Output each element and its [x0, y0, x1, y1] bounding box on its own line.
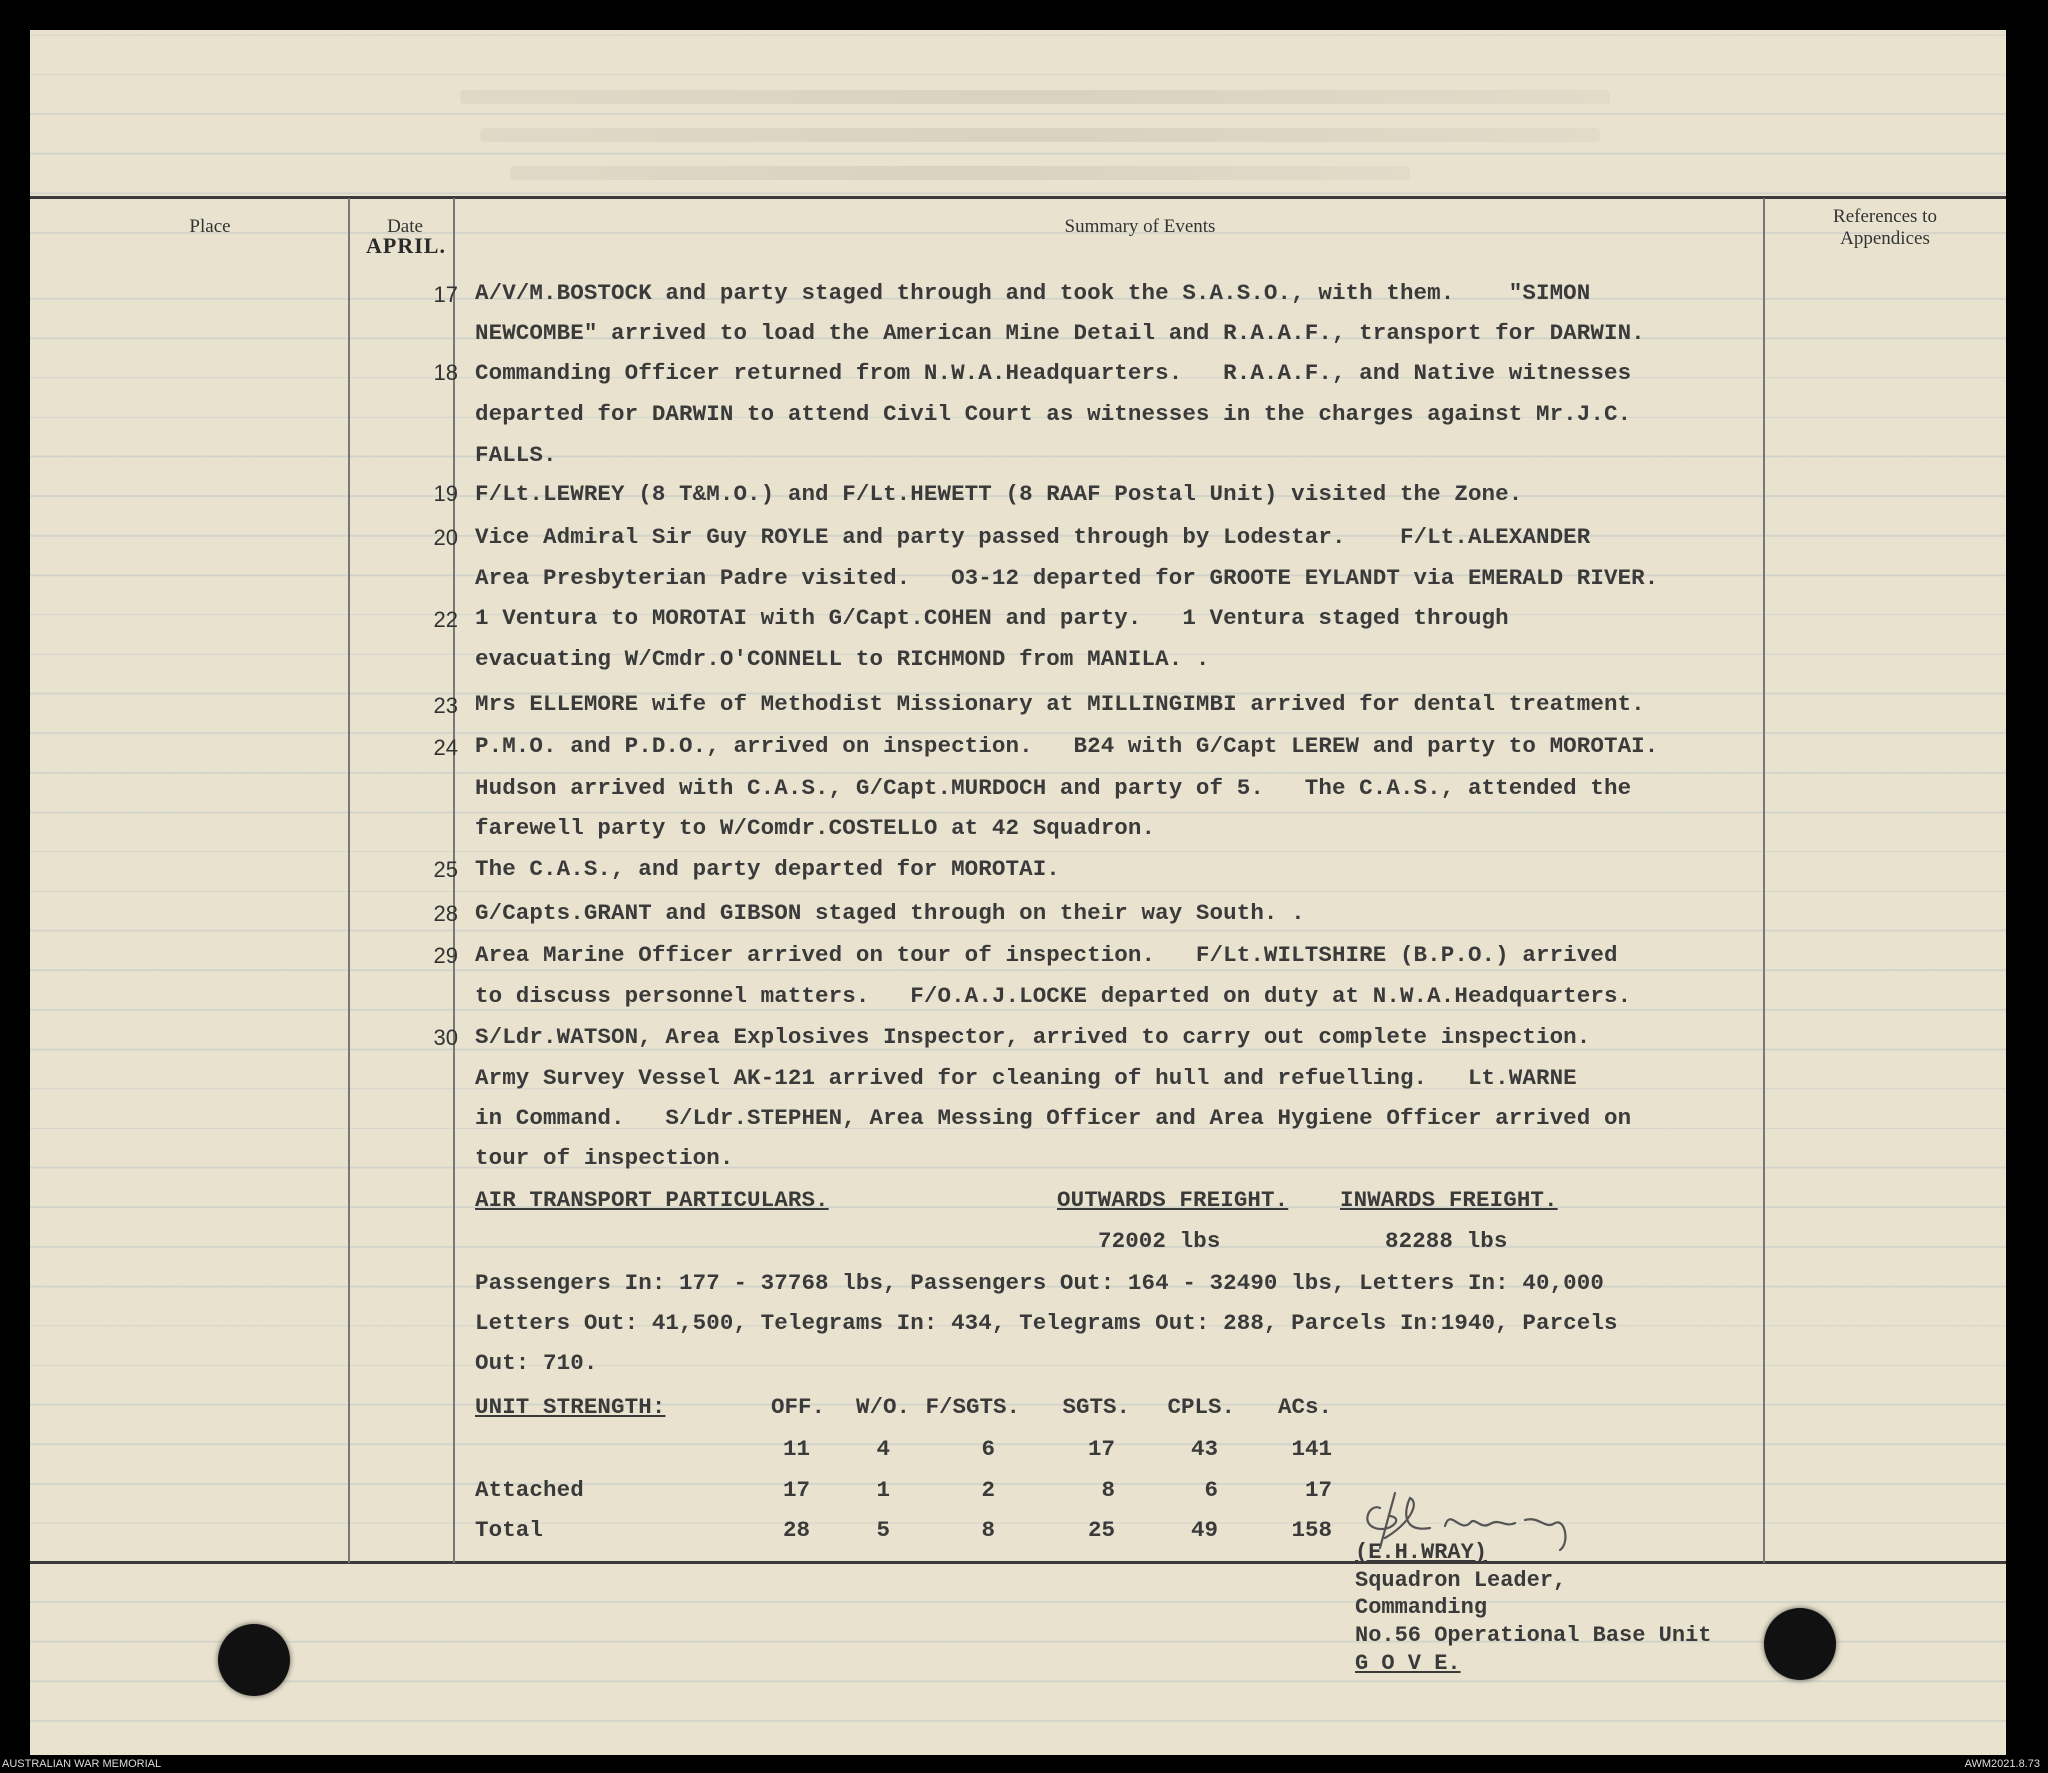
- signatory-location: G O V E.: [1355, 1651, 1461, 1676]
- transport-detail-line: Letters Out: 41,500, Telegrams In: 434, Telegrams Out: 288, Parcels In:1940, Parcels: [475, 1310, 1618, 1336]
- header-month: APRIL.: [366, 233, 446, 258]
- punch-hole-right: [1764, 1608, 1836, 1680]
- event-line: departed for DARWIN to attend Civil Court as witnesses in the charges against Mr.J.C.: [475, 401, 1632, 427]
- header-summary: Summary of Events: [1064, 216, 1216, 237]
- transport-heading: AIR TRANSPORT PARTICULARS.: [475, 1187, 829, 1213]
- strength-col-header: F/SGTS.: [925, 1394, 1020, 1420]
- footer-left: AUSTRALIAN WAR MEMORIAL: [2, 1758, 162, 1770]
- entry-date: 30: [433, 1025, 458, 1050]
- event-line: Mrs ELLEMORE wife of Methodist Missionary at MILLINGIMBI arrived for dental treatment.: [475, 691, 1645, 717]
- strength-col-header: ACs.: [1277, 1394, 1332, 1420]
- strength-heading: UNIT STRENGTH:: [475, 1394, 666, 1420]
- strength-cell: 141: [1291, 1436, 1332, 1462]
- header-references: References to Appendices: [1833, 206, 1937, 249]
- strength-cell: 17: [782, 1477, 810, 1503]
- footer-right: AWM2021.8.73: [1964, 1758, 2040, 1770]
- entry-date: 29: [433, 943, 458, 968]
- strength-cell: 17: [1087, 1436, 1115, 1462]
- strength-cell: 1: [876, 1477, 890, 1503]
- outwards-freight-label: OUTWARDS FREIGHT.: [1057, 1187, 1289, 1213]
- outwards-freight-value: 72002 lbs: [1098, 1228, 1221, 1254]
- event-line: NEWCOMBE" arrived to load the American Mine Detail and R.A.A.F., transport for DARWIN.: [475, 320, 1645, 346]
- strength-cell: 8: [1101, 1477, 1115, 1503]
- signatory-name: (E.H.WRAY): [1355, 1540, 1488, 1565]
- entry-date: 24: [433, 735, 458, 760]
- entry-date: 22: [433, 607, 458, 632]
- event-line: to discuss personnel matters. F/O.A.J.LOCKE departed on duty at N.W.A.Headquarters.: [475, 983, 1632, 1009]
- column-divider-summary: [1763, 198, 1765, 1563]
- strength-cell: 49: [1190, 1517, 1218, 1543]
- strength-cell: 4: [876, 1436, 890, 1462]
- event-line: P.M.O. and P.D.O., arrived on inspection. B24 with G/Capt LEREW and party to MOROTAI.: [475, 733, 1659, 759]
- strength-cell: 17: [1304, 1477, 1332, 1503]
- entry-date: 17: [433, 282, 458, 307]
- strength-col-header: SGTS.: [1062, 1394, 1130, 1420]
- event-line: Hudson arrived with C.A.S., G/Capt.MURDOCH and party of 5. The C.A.S., attended the: [475, 775, 1632, 801]
- strength-row-label: Total: [475, 1517, 544, 1543]
- strength-cell: 6: [981, 1436, 995, 1462]
- entry-date: 25: [433, 857, 458, 882]
- transport-detail-line: Passengers In: 177 - 37768 lbs, Passengers Out: 164 - 32490 lbs, Letters In: 40,000: [475, 1270, 1604, 1296]
- entry-date: 28: [433, 901, 458, 926]
- inwards-freight-value: 82288 lbs: [1385, 1228, 1508, 1254]
- event-line: S/Ldr.WATSON, Area Explosives Inspector, arrived to carry out complete inspection.: [475, 1024, 1591, 1050]
- faint-offset-text: [480, 128, 1600, 142]
- strength-col-header: OFF.: [770, 1394, 825, 1420]
- event-line: G/Capts.GRANT and GIBSON staged through on their way South. .: [475, 900, 1305, 926]
- document-page: [30, 30, 2006, 1755]
- event-line: Vice Admiral Sir Guy ROYLE and party passed through by Lodestar. F/Lt.ALEXANDER: [475, 524, 1591, 550]
- faint-offset-text: [510, 166, 1410, 180]
- entry-date: 19: [433, 481, 458, 506]
- event-line: tour of inspection.: [475, 1145, 734, 1171]
- signatory-unit: No.56 Operational Base Unit: [1355, 1623, 1712, 1648]
- signatory-rank: Squadron Leader,: [1355, 1568, 1567, 1593]
- strength-cell: 6: [1204, 1477, 1218, 1503]
- header-top-rule: [30, 196, 2006, 199]
- entry-date: 20: [433, 525, 458, 550]
- event-line: farewell party to W/Comdr.COSTELLO at 42 Squadron.: [475, 815, 1156, 841]
- header-date: Date: [387, 216, 423, 237]
- strength-cell: 2: [981, 1477, 995, 1503]
- strength-cell: 11: [782, 1436, 810, 1462]
- strength-cell: 28: [782, 1517, 810, 1543]
- inwards-freight-label: INWARDS FREIGHT.: [1340, 1187, 1558, 1213]
- transport-detail-line: Out: 710.: [475, 1350, 598, 1376]
- strength-col-header: CPLS.: [1167, 1394, 1235, 1420]
- punch-hole-left: [218, 1624, 290, 1696]
- event-line: Area Marine Officer arrived on tour of inspection. F/Lt.WILTSHIRE (B.P.O.) arrived: [475, 942, 1618, 968]
- strength-cell: 43: [1190, 1436, 1218, 1462]
- event-line: 1 Ventura to MOROTAI with G/Capt.COHEN and party. 1 Ventura staged through: [475, 605, 1509, 631]
- event-line: evacuating W/Cmdr.O'CONNELL to RICHMOND from MANILA. .: [475, 646, 1210, 672]
- entry-date: 23: [433, 693, 458, 718]
- entry-date: 18: [433, 360, 458, 385]
- signatory-role: Commanding: [1355, 1595, 1488, 1620]
- header-place: Place: [189, 216, 231, 237]
- strength-cell: 8: [981, 1517, 995, 1543]
- event-line: Area Presbyterian Padre visited. O3-12 departed for GROOTE EYLANDT via EMERALD RIVER.: [475, 565, 1659, 591]
- strength-cell: 158: [1291, 1517, 1332, 1543]
- column-divider-place: [348, 198, 350, 1563]
- event-line: FALLS.: [475, 442, 557, 468]
- event-line: in Command. S/Ldr.STEPHEN, Area Messing Officer and Area Hygiene Officer arrived on: [475, 1105, 1632, 1131]
- event-line: Commanding Officer returned from N.W.A.Headquarters. R.A.A.F., and Native witnesses: [475, 360, 1632, 386]
- event-line: Army Survey Vessel AK-121 arrived for cleaning of hull and refuelling. Lt.WARNE: [475, 1065, 1577, 1091]
- event-line: F/Lt.LEWREY (8 T&M.O.) and F/Lt.HEWETT (8 RAAF Postal Unit) visited the Zone.: [475, 481, 1523, 507]
- strength-col-header: W/O.: [855, 1394, 910, 1420]
- strength-cell: 5: [876, 1517, 890, 1543]
- event-line: A/V/M.BOSTOCK and party staged through and took the S.A.S.O., with them. "SIMON: [475, 280, 1591, 306]
- bottom-rule: [30, 1561, 2006, 1564]
- strength-cell: 25: [1087, 1517, 1115, 1543]
- faint-offset-text: [460, 90, 1610, 104]
- strength-row-label: Attached: [475, 1477, 584, 1503]
- event-line: The C.A.S., and party departed for MOROTAI.: [475, 856, 1060, 882]
